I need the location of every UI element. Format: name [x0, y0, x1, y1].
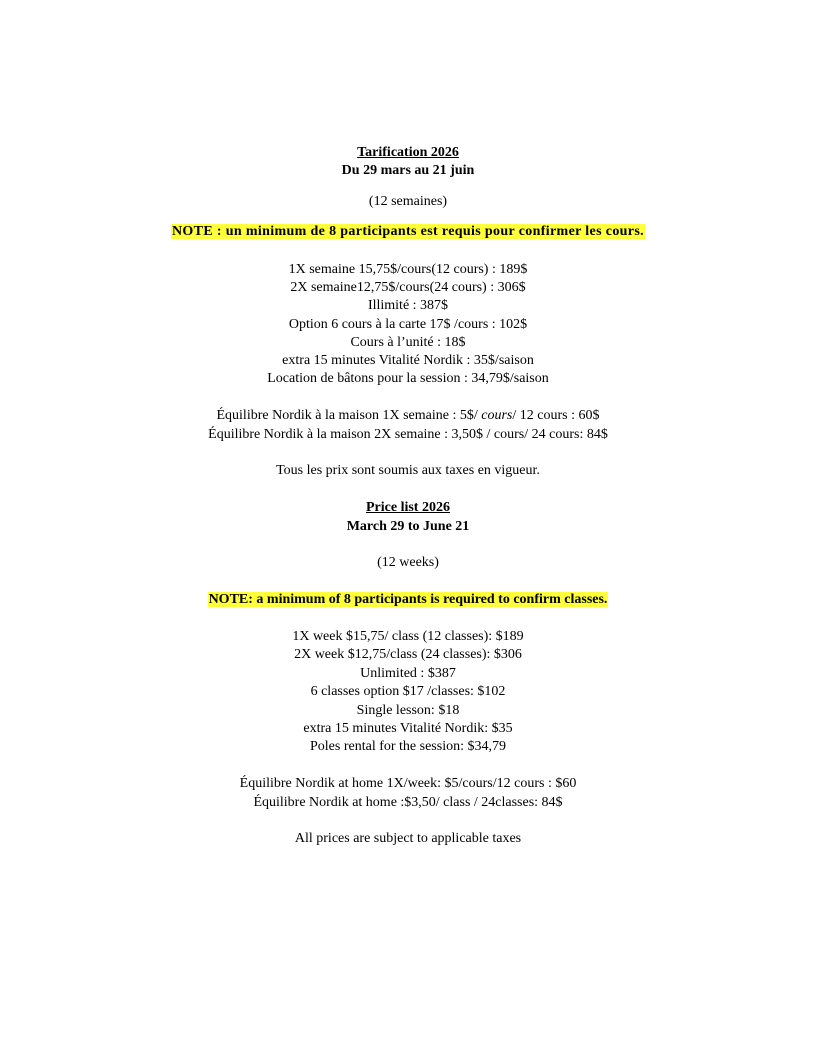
- english-price-3: Unlimited : $387: [360, 666, 456, 681]
- english-price-6: extra 15 minutes Vitalité Nordik: $35: [303, 721, 513, 736]
- french-note: NOTE : un minimum de 8 participants est requis pour confirmer les cours.: [171, 224, 645, 239]
- french-title: Tarification 2026: [357, 145, 459, 160]
- french-price-4: Option 6 cours à la carte 17$ /cours : 102$: [288, 317, 528, 332]
- english-duration: (12 weeks): [377, 555, 439, 570]
- english-note-line: [0, 591, 816, 609]
- french-price-7: Location de bâtons pour la session : 34,79$/saison: [267, 371, 549, 386]
- english-title: Price list 2026: [366, 500, 450, 515]
- english-price-1: 1X week $15,75/ class (12 classes): $189: [292, 629, 524, 644]
- french-duration: (12 semaines): [368, 194, 448, 209]
- french-taxes: Tous les prix sont soumis aux taxes en vigueur.: [276, 463, 540, 478]
- french-dates: Du 29 mars au 21 juin: [341, 163, 475, 178]
- french-price-3: Illimité : 387$: [367, 298, 449, 313]
- french-note-line: [0, 223, 816, 241]
- english-home-line-1: Équilibre Nordik at home 1X/week: $5/cours/12 cours : $60: [239, 776, 577, 791]
- english-price-5: Single lesson: $18: [356, 703, 460, 718]
- english-note: NOTE: a minimum of 8 participants is required to confirm classes.: [208, 592, 608, 607]
- french-price-1: 1X semaine 15,75$/cours(12 cours) : 189$: [288, 262, 528, 277]
- french-home-line-1-italic: cours: [481, 408, 513, 423]
- french-price-6: extra 15 minutes Vitalité Nordik : 35$/saison: [282, 353, 534, 368]
- english-price-2: 2X week $12,75/class (24 classes): $306: [294, 647, 522, 662]
- english-home-line-2: Équilibre Nordik at home :$3,50/ class / 24classes: 84$: [253, 795, 563, 810]
- french-home-line-1-after: / 12 cours : 60$: [512, 408, 600, 423]
- french-price-5: Cours à l’unité : 18$: [350, 335, 466, 350]
- english-price-7: Poles rental for the session: $34,79: [310, 739, 506, 754]
- french-price-2: 2X semaine12,75$/cours(24 cours) : 306$: [290, 280, 526, 295]
- french-home-line-1-before: Équilibre Nordik à la maison 1X semaine : 5$/: [216, 408, 482, 423]
- french-home-line-2: Équilibre Nordik à la maison 2X semaine : 3,50$ / cours/ 24 cours: 84$: [208, 427, 608, 442]
- english-price-4: 6 classes option $17 /classes: $102: [310, 684, 506, 699]
- english-taxes: All prices are subject to applicable taxes: [294, 831, 522, 846]
- english-dates: March 29 to June 21: [346, 519, 470, 534]
- french-home-line-1: [0, 407, 816, 425]
